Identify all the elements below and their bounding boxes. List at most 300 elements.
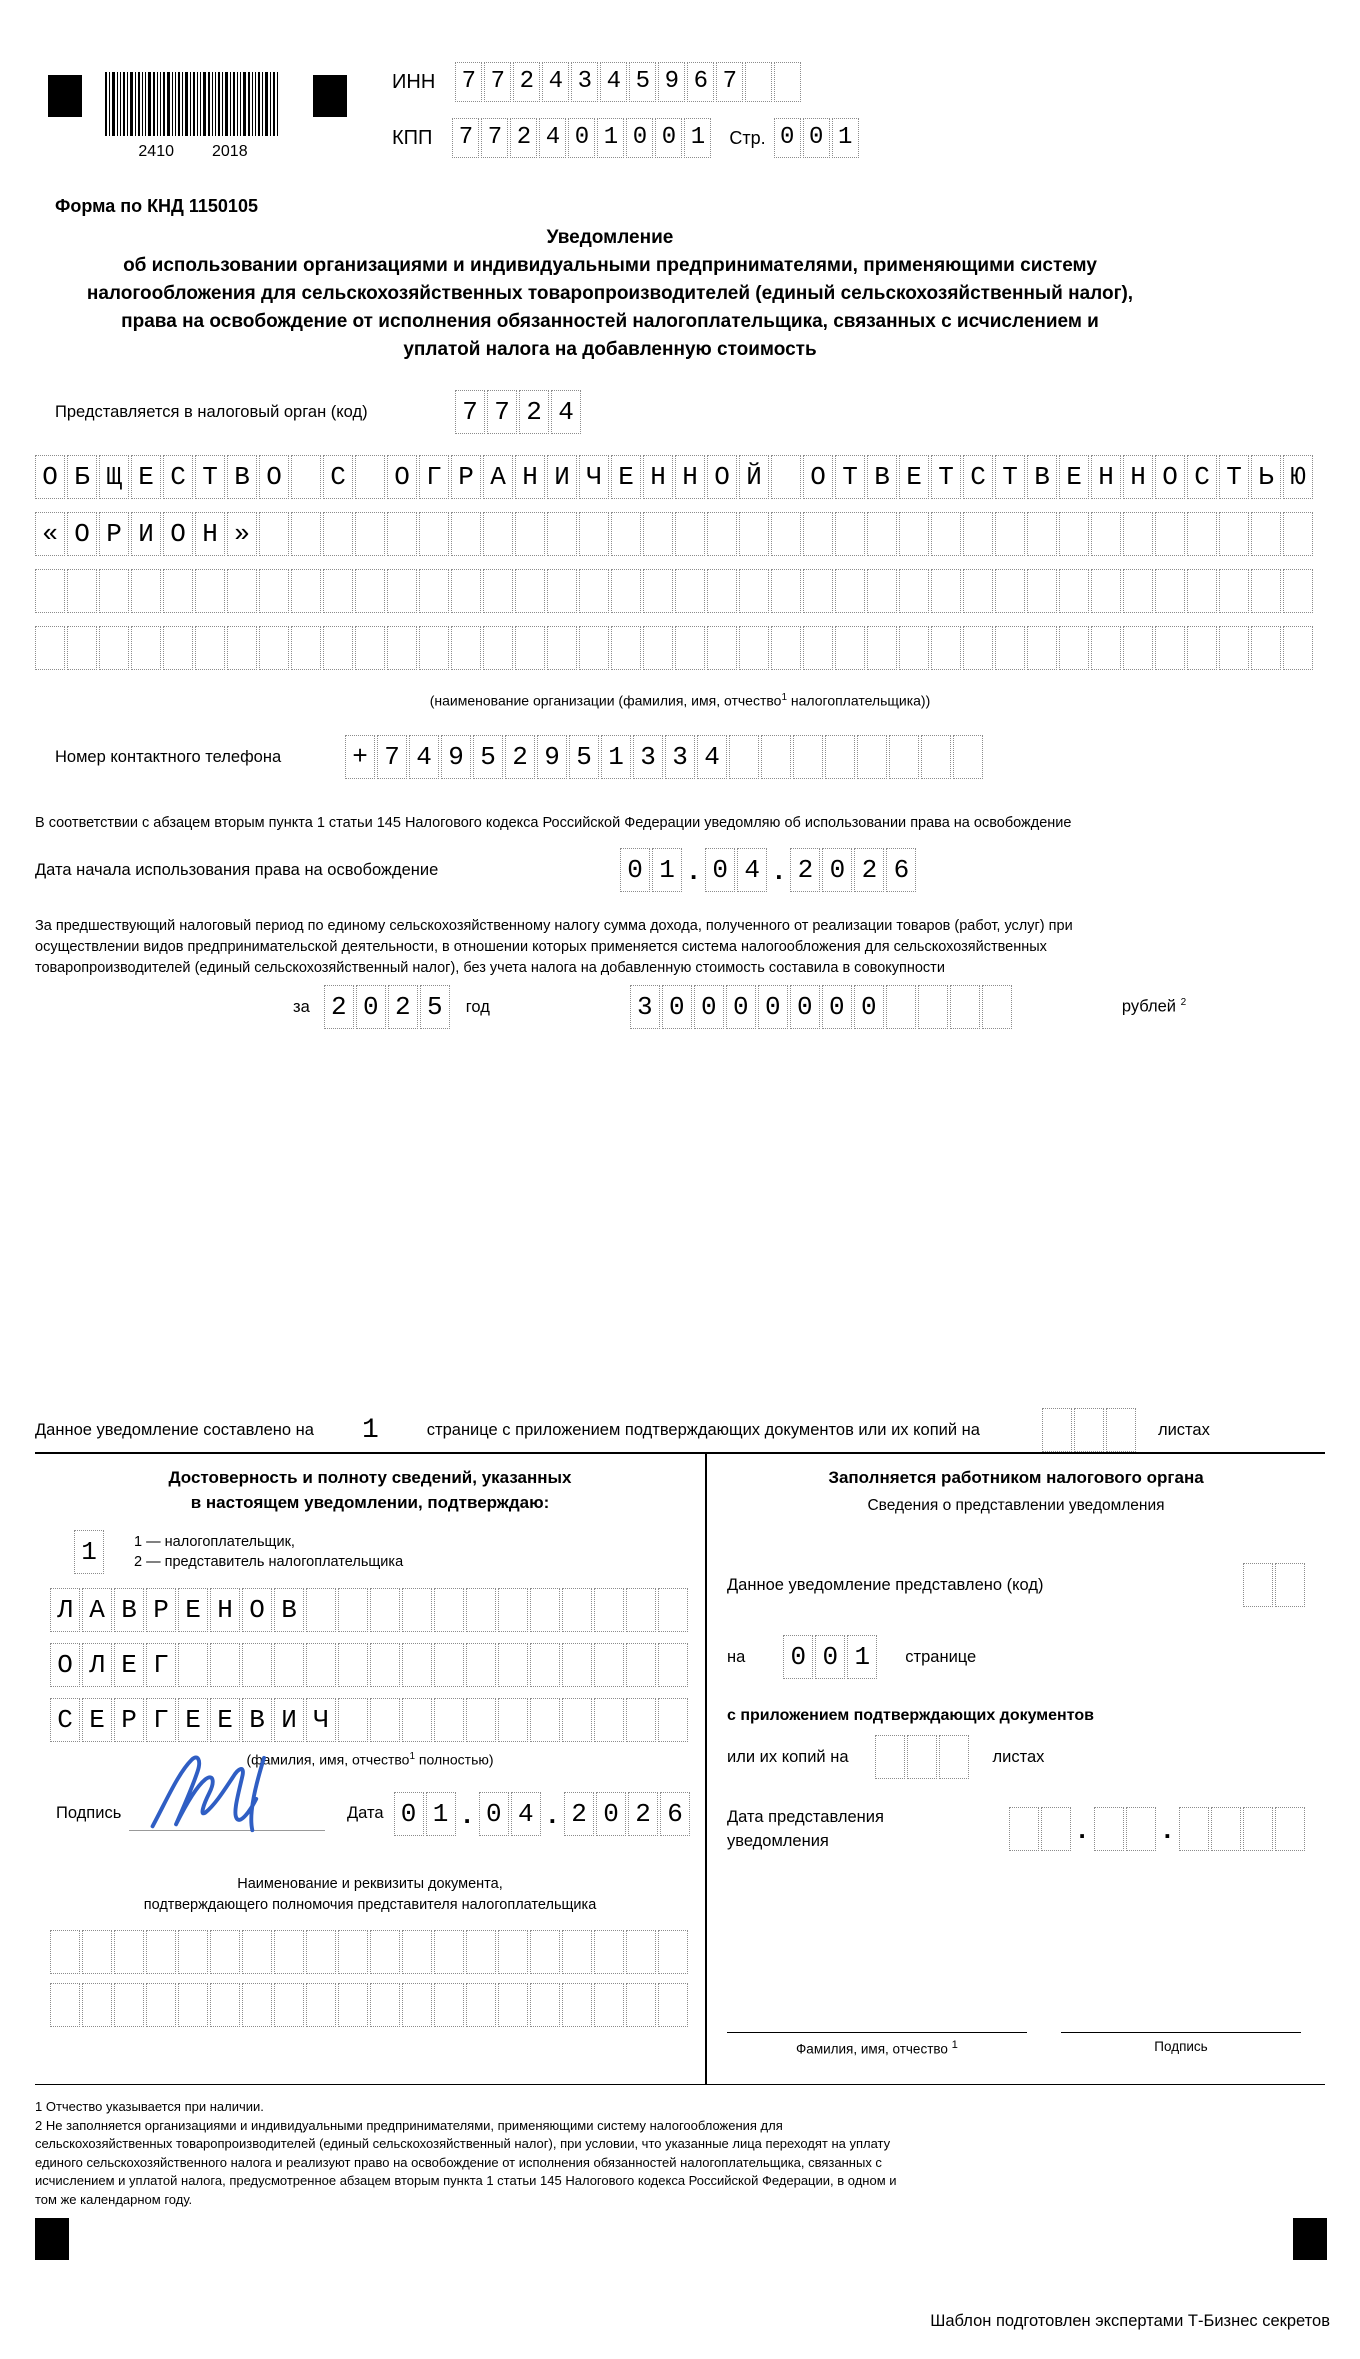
form-title xyxy=(20,224,1200,364)
char-cell xyxy=(953,735,983,779)
handwritten-signature xyxy=(137,1750,307,1838)
char-cell xyxy=(483,512,513,556)
char-cell: Е xyxy=(210,1698,240,1742)
char-cell xyxy=(1211,1807,1241,1851)
char-cell: О xyxy=(1155,455,1185,499)
char-cell xyxy=(1283,512,1313,556)
char-cell: Н xyxy=(675,455,705,499)
submission-date-label xyxy=(727,1805,884,1853)
char-cell xyxy=(995,569,1025,613)
char-cell xyxy=(1091,569,1121,613)
char-cell xyxy=(387,626,417,670)
char-cell: С xyxy=(50,1698,80,1742)
char-cell: Н xyxy=(1123,455,1153,499)
char-cell: Р xyxy=(99,512,129,556)
char-cell xyxy=(195,569,225,613)
char-cell xyxy=(498,1643,528,1687)
char-cell xyxy=(963,569,993,613)
char-cell: Й xyxy=(739,455,769,499)
signature-line xyxy=(129,1797,325,1831)
char-cell: 2 xyxy=(854,848,884,892)
char-cell: В xyxy=(242,1698,272,1742)
org-name-row-4 xyxy=(35,626,1313,670)
char-cell xyxy=(259,569,289,613)
char-cell xyxy=(835,626,865,670)
char-cell: 0 xyxy=(655,118,682,158)
char-cell xyxy=(793,735,823,779)
confirmation-header-line: в настоящем уведомлении, подтверждаю: xyxy=(190,1493,550,1512)
char-cell xyxy=(1283,626,1313,670)
char-cell: 0 xyxy=(783,1635,813,1679)
char-cell: 0 xyxy=(694,985,724,1029)
org-name-row-1 xyxy=(35,455,1313,499)
char-cell xyxy=(658,1643,688,1687)
char-cell xyxy=(370,1588,400,1632)
char-cell xyxy=(306,1588,336,1632)
footnote-1: 1 Отчество указывается при наличии. xyxy=(35,2099,264,2114)
copies-label: или их копий на xyxy=(727,1747,849,1766)
char-cell: Л xyxy=(82,1643,112,1687)
official-signature-label: Подпись xyxy=(1154,2038,1208,2054)
authority-document-title-line: подтверждающего полномочия представителя налогоплательщика xyxy=(143,1896,597,1913)
char-cell xyxy=(530,1643,560,1687)
char-cell xyxy=(466,1698,496,1742)
start-date-day xyxy=(620,848,682,892)
char-cell: 4 xyxy=(737,848,767,892)
char-cell xyxy=(562,1930,592,1974)
char-cell xyxy=(875,1735,905,1779)
char-cell xyxy=(643,569,673,613)
char-cell: Ь xyxy=(1251,455,1281,499)
char-cell: 5 xyxy=(473,735,503,779)
char-cell: Г xyxy=(146,1698,176,1742)
char-cell xyxy=(114,1983,144,2027)
char-cell xyxy=(771,512,801,556)
char-cell xyxy=(242,1930,272,1974)
char-cell xyxy=(419,626,449,670)
footnote-ref-1: 1 xyxy=(409,1751,416,1762)
income-year-field xyxy=(324,985,450,1029)
char-cell: 6 xyxy=(886,848,916,892)
char-cell xyxy=(1219,569,1249,613)
char-cell xyxy=(1074,1408,1104,1452)
char-cell: Е xyxy=(1059,455,1089,499)
footnotes xyxy=(35,2098,915,2209)
char-cell xyxy=(274,1983,304,2027)
start-date-field xyxy=(620,848,916,892)
surname-field xyxy=(50,1588,690,1632)
char-cell: Е xyxy=(611,455,641,499)
submission-date-month xyxy=(1094,1807,1156,1851)
char-cell xyxy=(594,1930,624,1974)
char-cell: 2 xyxy=(510,118,537,158)
char-cell xyxy=(387,512,417,556)
char-cell: 0 xyxy=(803,118,830,158)
char-cell xyxy=(1126,1807,1156,1851)
char-cell xyxy=(547,626,577,670)
income-paragraph: За предшествующий налоговый период по единому сельскохозяйственному налогу сумма дохода, полученного от реализации товаров (работ, услуг) при осуществлении видов предпринимательской деятельности, в отношении которых применяется система налогообложения для сельскохозяйственных товаропроизводителей (единый сельскохозяйственный налог), без учета налога на добавленную стоимость составила в совокупности xyxy=(35,918,1073,976)
char-cell: 7 xyxy=(452,118,479,158)
char-cell: В xyxy=(1027,455,1057,499)
char-cell xyxy=(1059,569,1089,613)
official-fio-line xyxy=(727,2032,1027,2057)
char-cell xyxy=(306,1983,336,2027)
patronymic-field xyxy=(50,1698,690,1742)
char-cell: 0 xyxy=(596,1792,626,1836)
char-cell xyxy=(419,512,449,556)
char-cell: Т xyxy=(835,455,865,499)
char-cell: О xyxy=(35,455,65,499)
char-cell: 1 xyxy=(832,118,859,158)
char-cell: Ч xyxy=(579,455,609,499)
char-cell: Е xyxy=(131,455,161,499)
char-cell xyxy=(434,1588,464,1632)
char-cell: 0 xyxy=(758,985,788,1029)
char-cell xyxy=(626,1588,656,1632)
org-name-row-3 xyxy=(35,569,1313,613)
char-cell: С xyxy=(323,455,353,499)
official-pages-label: странице xyxy=(905,1647,977,1666)
date-label: Дата xyxy=(346,1804,384,1823)
char-cell xyxy=(995,512,1025,556)
char-cell xyxy=(355,455,385,499)
char-cell xyxy=(291,569,321,613)
sheets-label: листах xyxy=(1157,1420,1210,1439)
char-cell: 0 xyxy=(620,848,650,892)
char-cell xyxy=(1106,1408,1136,1452)
char-cell xyxy=(1027,626,1057,670)
char-cell: 4 xyxy=(539,118,566,158)
char-cell xyxy=(434,1643,464,1687)
char-cell xyxy=(931,569,961,613)
char-cell: Л xyxy=(50,1588,80,1632)
char-cell xyxy=(195,626,225,670)
char-cell xyxy=(1283,569,1313,613)
char-cell xyxy=(306,1643,336,1687)
income-year-suffix: год xyxy=(465,997,490,1016)
char-cell xyxy=(1187,512,1217,556)
char-cell xyxy=(1251,512,1281,556)
char-cell xyxy=(1123,512,1153,556)
char-cell xyxy=(242,1643,272,1687)
char-cell xyxy=(291,626,321,670)
authority-document-title-line: Наименование и реквизиты документа, xyxy=(237,1875,503,1892)
barcode xyxy=(104,72,282,161)
char-cell: 1 xyxy=(601,735,631,779)
char-cell xyxy=(82,1930,112,1974)
char-cell: 5 xyxy=(629,62,656,102)
char-cell xyxy=(1251,569,1281,613)
char-cell xyxy=(323,569,353,613)
copies-count-field xyxy=(875,1735,969,1779)
submission-date-label-line: Дата представления xyxy=(727,1808,884,1826)
char-cell xyxy=(1123,626,1153,670)
char-cell xyxy=(530,1698,560,1742)
form-title-heading: Уведомление xyxy=(546,227,674,248)
char-cell: 2 xyxy=(519,390,549,434)
org-name-row-2 xyxy=(35,512,1313,556)
char-cell: 3 xyxy=(665,735,695,779)
char-cell xyxy=(370,1643,400,1687)
char-cell xyxy=(1275,1563,1305,1607)
char-cell: В xyxy=(114,1588,144,1632)
char-cell xyxy=(466,1643,496,1687)
char-cell: 4 xyxy=(551,390,581,434)
char-cell xyxy=(899,569,929,613)
char-cell: В xyxy=(227,455,257,499)
char-cell xyxy=(370,1930,400,1974)
signer-code-field xyxy=(74,1530,104,1574)
char-cell: 6 xyxy=(687,62,714,102)
char-cell xyxy=(1027,569,1057,613)
char-cell xyxy=(547,512,577,556)
char-cell: С xyxy=(163,455,193,499)
char-cell xyxy=(739,569,769,613)
char-cell: 0 xyxy=(662,985,692,1029)
char-cell: Е xyxy=(178,1588,208,1632)
char-cell: В xyxy=(867,455,897,499)
char-cell: + xyxy=(345,735,375,779)
char-cell: Е xyxy=(178,1698,208,1742)
char-cell xyxy=(1275,1807,1305,1851)
char-cell xyxy=(146,1930,176,1974)
attachments-line: с приложением подтверждающих документов xyxy=(727,1707,1094,1724)
char-cell xyxy=(146,1983,176,2027)
char-cell: Н xyxy=(643,455,673,499)
char-cell xyxy=(338,1930,368,1974)
char-cell xyxy=(451,512,481,556)
char-cell xyxy=(291,455,321,499)
signing-date-year xyxy=(564,1792,690,1836)
char-cell: 1 xyxy=(426,1792,456,1836)
char-cell xyxy=(274,1930,304,1974)
char-cell: Е xyxy=(82,1698,112,1742)
char-cell: 0 xyxy=(394,1792,424,1836)
char-cell: О xyxy=(67,512,97,556)
char-cell: 0 xyxy=(822,848,852,892)
char-cell xyxy=(1042,1408,1072,1452)
char-cell xyxy=(594,1698,624,1742)
tax-authority-label: Представляется в налоговый орган (код) xyxy=(55,402,368,421)
char-cell xyxy=(530,1930,560,1974)
char-cell xyxy=(835,569,865,613)
char-cell xyxy=(1155,626,1185,670)
char-cell xyxy=(1243,1563,1273,1607)
registration-mark-top-middle xyxy=(313,75,347,117)
char-cell: Г xyxy=(419,455,449,499)
char-cell: 3 xyxy=(571,62,598,102)
signature-section xyxy=(35,1452,1325,2085)
char-cell xyxy=(899,626,929,670)
char-cell: 7 xyxy=(716,62,743,102)
start-date-month xyxy=(705,848,767,892)
char-cell: А xyxy=(82,1588,112,1632)
char-cell xyxy=(1187,569,1217,613)
char-cell xyxy=(515,512,545,556)
char-cell: О xyxy=(387,455,417,499)
signing-date-field xyxy=(394,1792,690,1836)
char-cell xyxy=(1155,512,1185,556)
pages-count: 1 xyxy=(361,1414,379,1446)
char-cell xyxy=(338,1643,368,1687)
char-cell xyxy=(355,626,385,670)
start-date-label: Дата начала использования права на освобождение xyxy=(35,860,439,879)
char-cell xyxy=(939,1735,969,1779)
char-cell: 3 xyxy=(630,985,660,1029)
char-cell: 0 xyxy=(726,985,756,1029)
fio-caption-text: полностью) xyxy=(418,1751,494,1768)
legend-representative: 2 — представитель налогоплательщика xyxy=(134,1554,404,1570)
char-cell xyxy=(530,1983,560,2027)
char-cell xyxy=(402,1930,432,1974)
fio-caption-text: (фамилия, имя, отчество xyxy=(246,1751,410,1768)
date-separator: . xyxy=(1078,1814,1086,1844)
char-cell xyxy=(921,735,951,779)
char-cell xyxy=(466,1930,496,1974)
start-date-year xyxy=(790,848,916,892)
org-name-caption-text: налогоплательщика)) xyxy=(790,692,931,709)
char-cell xyxy=(643,512,673,556)
char-cell xyxy=(530,1588,560,1632)
char-cell xyxy=(594,1643,624,1687)
submitted-code-field xyxy=(1243,1563,1305,1607)
char-cell: 1 xyxy=(684,118,711,158)
char-cell: Н xyxy=(1091,455,1121,499)
char-cell xyxy=(227,626,257,670)
char-cell xyxy=(950,985,980,1029)
char-cell xyxy=(50,1983,80,2027)
statement-text: В соответствии с абзацем вторым пункта 1 статьи 145 Налогового кодекса Российской Федерации уведомляю об использовании права на освобождение xyxy=(35,815,1072,831)
char-cell xyxy=(274,1643,304,1687)
char-cell xyxy=(963,512,993,556)
footnote-2: 2 Не заполняется организациями и индивидуальными предпринимателями, применяющими систему налогообложения для сельскохозяйственных товаропроизводителей (единый сельскохозяйственный налог), при условии, что указанные лица переходят на уплату единого сельскохозяйственного налога и реализуют право на освобождение от исполнения обязанностей налогоплательщика, связанных с исчислением и уплатой налога, предусмотренное абзацем вторым пункта 1 статьи 145 Налогового кодекса Российской Федерации, в одном и том же календарном году. xyxy=(35,2117,897,2207)
char-cell xyxy=(803,569,833,613)
char-cell: Т xyxy=(931,455,961,499)
char-cell xyxy=(434,1698,464,1742)
char-cell xyxy=(1094,1807,1124,1851)
char-cell: Р xyxy=(451,455,481,499)
char-cell xyxy=(498,1930,528,1974)
official-signature-line xyxy=(1061,2032,1301,2054)
char-cell xyxy=(1059,512,1089,556)
char-cell: 2 xyxy=(564,1792,594,1836)
char-cell: 0 xyxy=(356,985,386,1029)
char-cell xyxy=(562,1983,592,2027)
char-cell xyxy=(931,626,961,670)
char-cell xyxy=(419,569,449,613)
char-cell xyxy=(611,569,641,613)
phone-field xyxy=(345,735,983,779)
char-cell xyxy=(1155,569,1185,613)
char-cell xyxy=(483,626,513,670)
char-cell xyxy=(259,626,289,670)
char-cell xyxy=(210,1930,240,1974)
char-cell xyxy=(466,1588,496,1632)
char-cell: И xyxy=(131,512,161,556)
char-cell xyxy=(626,1698,656,1742)
char-cell: Т xyxy=(1219,455,1249,499)
char-cell: 7 xyxy=(481,118,508,158)
signature-label: Подпись xyxy=(56,1804,122,1823)
char-cell xyxy=(131,626,161,670)
char-cell xyxy=(355,512,385,556)
char-cell xyxy=(1041,1807,1071,1851)
char-cell: 4 xyxy=(600,62,627,102)
char-cell xyxy=(306,1930,336,1974)
char-cell: 0 xyxy=(705,848,735,892)
char-cell xyxy=(1027,512,1057,556)
char-cell xyxy=(579,626,609,670)
char-cell xyxy=(1059,626,1089,670)
submitted-code-label: Данное уведомление представлено (код) xyxy=(727,1575,1044,1594)
footnote-ref-2: 2 xyxy=(1180,997,1187,1009)
char-cell xyxy=(402,1643,432,1687)
char-cell: 1 xyxy=(847,1635,877,1679)
template-credit: Шаблон подготовлен экспертами Т-Бизнес секретов xyxy=(930,2312,1330,2330)
taxpayer-confirmation-column xyxy=(35,1454,707,2084)
date-separator: . xyxy=(1163,1814,1171,1844)
char-cell xyxy=(771,569,801,613)
pages-line-text: странице с приложением подтверждающих документов или их копий на xyxy=(426,1420,980,1439)
char-cell: 7 xyxy=(487,390,517,434)
char-cell xyxy=(35,626,65,670)
char-cell: 1 xyxy=(74,1530,104,1574)
char-cell xyxy=(210,1643,240,1687)
char-cell xyxy=(594,1588,624,1632)
char-cell: 4 xyxy=(511,1792,541,1836)
char-cell xyxy=(387,569,417,613)
char-cell xyxy=(178,1983,208,2027)
char-cell xyxy=(114,1930,144,1974)
char-cell xyxy=(931,512,961,556)
char-cell: В xyxy=(274,1588,304,1632)
footnote-ref-1: 1 xyxy=(951,2038,958,2051)
page-number-label: Стр. xyxy=(729,127,766,148)
authority-document-title xyxy=(50,1874,690,1916)
inn-field xyxy=(455,62,801,102)
char-cell: 4 xyxy=(409,735,439,779)
char-cell xyxy=(1251,626,1281,670)
char-cell xyxy=(35,569,65,613)
char-cell xyxy=(163,626,193,670)
official-subheader: Сведения о представлении уведомления xyxy=(867,1497,1165,1514)
char-cell xyxy=(99,626,129,670)
char-cell: Ю xyxy=(1283,455,1313,499)
char-cell: 2 xyxy=(628,1792,658,1836)
char-cell xyxy=(745,62,772,102)
char-cell xyxy=(99,569,129,613)
char-cell xyxy=(355,569,385,613)
barcode-caption xyxy=(104,143,282,161)
official-fio-label: Фамилия, имя, отчество xyxy=(796,2041,948,2056)
char-cell: 9 xyxy=(441,735,471,779)
char-cell: 3 xyxy=(633,735,663,779)
char-cell xyxy=(867,626,897,670)
char-cell xyxy=(594,1983,624,2027)
barcode-number-left: 2410 xyxy=(138,143,174,160)
char-cell xyxy=(867,569,897,613)
char-cell: О xyxy=(242,1588,272,1632)
char-cell: « xyxy=(35,512,65,556)
char-cell: О xyxy=(259,455,289,499)
char-cell: И xyxy=(547,455,577,499)
char-cell xyxy=(1091,626,1121,670)
char-cell: С xyxy=(963,455,993,499)
char-cell xyxy=(82,1983,112,2027)
footnote-ref-1: 1 xyxy=(781,692,787,703)
char-cell: Б xyxy=(67,455,97,499)
kpp-field xyxy=(452,118,711,158)
